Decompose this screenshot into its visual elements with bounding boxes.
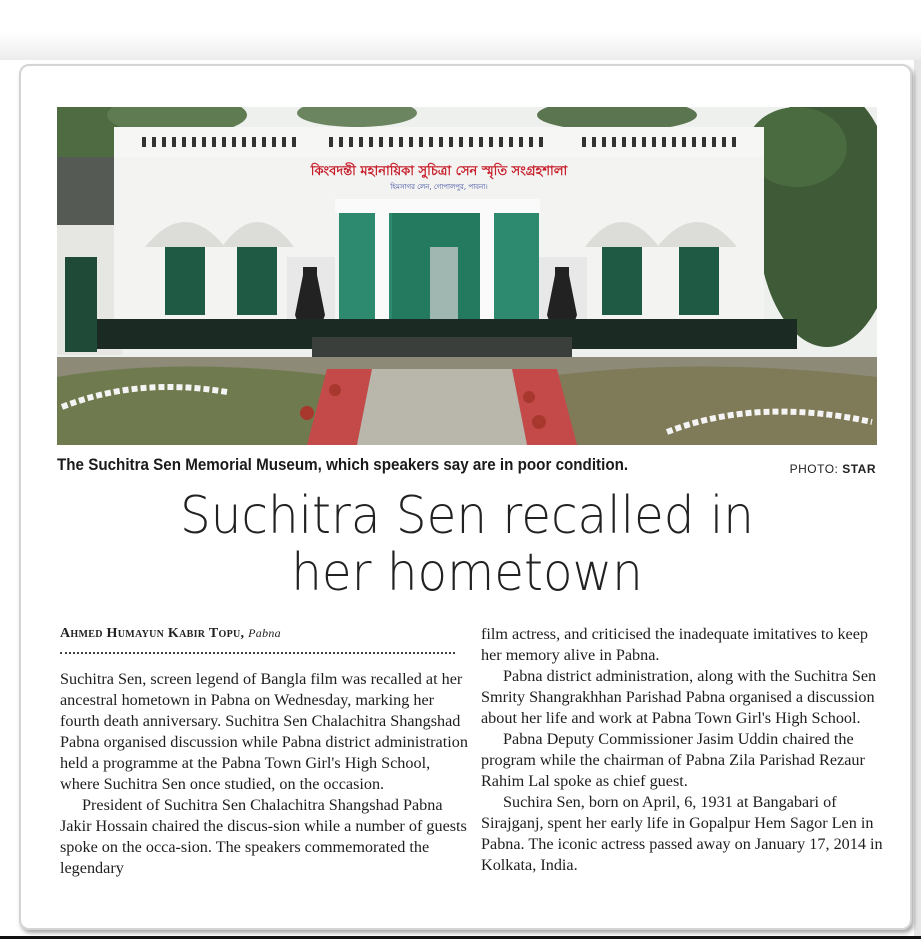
photo-credit-label: PHOTO: <box>789 462 839 476</box>
signboard-title: কিংবদন্তী মহানায়িকা সুচিত্রা সেন স্মৃতি সংগ্রহশালা <box>310 164 568 179</box>
byline <box>60 626 460 642</box>
page-top-shade <box>0 0 921 60</box>
byline-author: Ahmed Humayun Kabir Topu, <box>60 626 245 641</box>
headline-line-1: Suchitra Sen recalled in <box>180 486 754 546</box>
byline-divider <box>60 652 455 654</box>
photo-credit <box>790 462 876 476</box>
page-right-shade <box>914 60 921 936</box>
paragraph-3: film actress, and criticised the inadequate imitatives to keep her memory alive in Pabna. <box>481 625 869 664</box>
signboard-subtitle: হিমসাগর লেন, গোপালপুর, পাবনা। <box>390 183 488 191</box>
paragraph-2: President of Suchitra Sen Chalachitra Shangshad Pabna Jakir Hossain chaired the discus-sion while a number of guests spoke on the occa-sion. The speakers commemorated the legendary <box>60 796 467 877</box>
museum-photo <box>57 107 877 445</box>
photo-credit-source: STAR <box>842 462 876 476</box>
article-column-2 <box>481 624 891 876</box>
museum-illustration <box>57 107 877 445</box>
paragraph-4: Pabna district administration, along with the Suchitra Sen Smrity Shangrakhhan Parishad Pabna organised a discussion about her life and work at Pabna Town Girl's High School. <box>481 667 877 727</box>
article-headline <box>86 488 849 602</box>
headline-line-2: her hometown <box>291 543 643 603</box>
photo-caption: The Suchitra Sen Memorial Museum, which speakers say are in poor condition. <box>57 456 629 474</box>
paragraph-5: Pabna Deputy Commissioner Jasim Uddin chaired the program while the chairman of Pabna Zila Parishad Rezaur Rahim Lal spoke as chief guest. <box>481 730 865 790</box>
paragraph-1: Suchitra Sen, screen legend of Bangla film was recalled at her ancestral hometown in Pabna on Wednesday, marking her fourth death anniversary. Suchitra Sen Chalachitra Shangshad Pabna organised discussion while Pabna district administration held a programme at the Pabna Town Girl's High School, where Suchitra Sen once studied, on the occasion. <box>60 670 468 793</box>
paragraph-6: Suchira Sen, born on April, 6, 1931 at Bangabari of Sirajganj, spent her early life in Gopalpur Hem Sagor Len in Pabna. The iconic actress passed away on January 17, 2014 in Kolkata, India. <box>481 793 883 874</box>
page-bottom-rule <box>0 936 921 939</box>
article-column-1 <box>60 669 470 879</box>
byline-place: Pabna <box>248 626 281 640</box>
